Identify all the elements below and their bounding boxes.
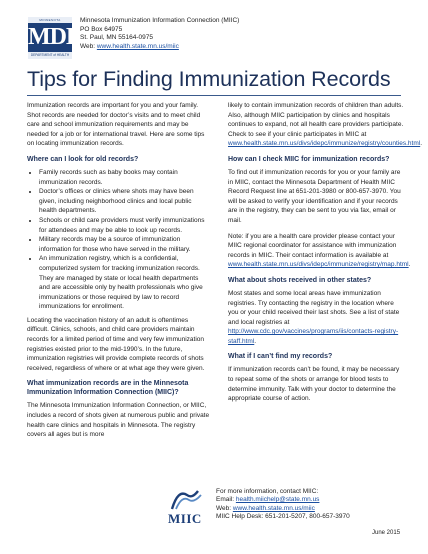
continued-text: likely to contain immunization records of children than adults. Also, although MIIC participation by clinics and hospitals continues to expand, not all health care providers participate. Check to see if your clinic participates in MIIC at: [228, 102, 404, 138]
list-item: • Doctor’s offices or clinics where shots may have been given, including neighborhood clinics and local public health departments.: [39, 187, 210, 216]
left-column: [27, 101, 210, 446]
footer-web-line: [216, 505, 350, 513]
note-text: Note: if you are a health care provider please contact your MIIC regional coordinator for assistance with immunization records in MIIC. Their contact information is available at: [228, 232, 397, 259]
web-label: Web:: [80, 43, 97, 51]
mdh-logo: [28, 17, 84, 59]
map-link[interactable]: www.health.state.mn.us/divs/idepc/immunize/registry/map.html: [228, 261, 409, 269]
heading-cant-find: What if I can’t find my records?: [228, 353, 333, 361]
po-box: PO Box 64975: [80, 25, 123, 33]
right-column: [228, 101, 423, 410]
continued-paragraph: [228, 101, 423, 149]
counties-link[interactable]: www.health.state.mn.us/divs/idepc/immunize/registry/counties.html: [228, 140, 421, 148]
list-item: • Schools or child care providers must verify immunizations for attendees and may be able to look up records.: [39, 216, 210, 235]
other-paragraph: [228, 289, 404, 347]
heading-check-miic: How can I check MIIC for immunization records?: [228, 155, 390, 163]
cant-paragraph: If immunization records can’t be found, it may be necessary to repeat some of the shots or arrange for blood tests to determine immunity. Talk with your doctor to determine the appropriate course of action.: [228, 366, 400, 403]
note-paragraph: [228, 232, 411, 270]
list-item: • An immunization registry, which is a confidential, computerized system for tracking immunization records. They are managed by state or local health departments and are accessible only by health professionals who give immunizations or those required by law to record immunizations for enrollment.: [39, 254, 210, 312]
what-paragraph: The Minnesota Immunization Information Connection, or MIIC, includes a record of shots given at numerous public and private health care clinics and hospitals in Minnesota. The registry covers all ages but is more: [27, 402, 210, 439]
city-line: St. Paul, MN 55164-0975: [80, 34, 153, 42]
email-label: Email:: [216, 496, 236, 504]
old-records-list: [27, 168, 210, 312]
adult-paragraph: Locating the vaccination history of an adult is oftentimes difficult. Clinics, schools, and child care providers maintain records for a limited period of time and very few immunization registries existed prior to the mid-1990’s. In the future, immunization registries will provide complete records of shots received, regardless of where or at what age they were given.: [27, 316, 205, 372]
check-paragraph: To find out if immunization records for you or your family are in MIIC, contact the Minnesota Department of Health MIIC Record Request line at 651-201-3980 or 800-657-3970. You will be asked to verify your identification and if your records are in the registry, they can be sent to you via fax, email or mail.: [228, 168, 401, 224]
title-divider: [27, 95, 401, 96]
logo-mark: MDH: [28, 24, 84, 50]
list-item: • Military records may be a source of immunization information for those who have served in the military.: [39, 235, 210, 254]
org-address-block: [80, 17, 239, 52]
other-end: .: [254, 337, 257, 345]
continued-end: .: [420, 140, 423, 148]
heading-what-records: What immunization records are in the Minnesota Immunization Information Connection (MIIC)?: [27, 380, 189, 397]
list-item: • Family records such as baby books may contain immunization records.: [39, 168, 210, 187]
helpdesk-line: MIIC Help Desk: 651-201-5207, 800-657-3970: [216, 513, 350, 521]
publication-date: June 2015: [372, 530, 401, 536]
heading-old-records: Where can I look for old records?: [27, 155, 139, 163]
contact-block: [216, 488, 350, 522]
org-name: Minnesota Immunization Information Connection (MIIC): [80, 17, 240, 24]
page-title: Tips for Finding Immunization Records: [27, 67, 391, 91]
footer-web-label: Web:: [216, 504, 233, 512]
logo-sub-text: DEPARTMENT of HEALTH: [28, 52, 72, 59]
footer-web-link[interactable]: www.health.state.mn.us/miic: [232, 504, 315, 512]
heading-other-states: What about shots received in other states?: [228, 276, 372, 284]
web-line: [80, 43, 239, 52]
miic-wordmark: MIIC: [168, 511, 202, 526]
header-web-link[interactable]: www.health.state.mn.us/miic: [96, 43, 179, 51]
note-end: .: [408, 261, 411, 269]
cdc-link[interactable]: http://www.cdc.gov/vaccines/programs/iis/contacts-registry-staff.html: [228, 328, 399, 345]
contact-line: For more information, contact MIIC:: [216, 488, 319, 495]
other-text: Most states and some local areas have immunization registries. Try contacting the registry in the location where you or your child received their last shots. See a list of state and local registries at: [228, 289, 400, 326]
email-link[interactable]: health.miichelp@state.mn.us: [235, 496, 320, 504]
email-line: [216, 496, 350, 504]
logo-top-text: MINNESOTA: [28, 17, 72, 23]
intro-paragraph: Immunization records are important for you and your family. Shot records are needed for doctor’s visits and to meet child care and school immunization requirements and may be needed for a job or for international travel. Here are some tips on locating immunization records.: [27, 102, 205, 148]
